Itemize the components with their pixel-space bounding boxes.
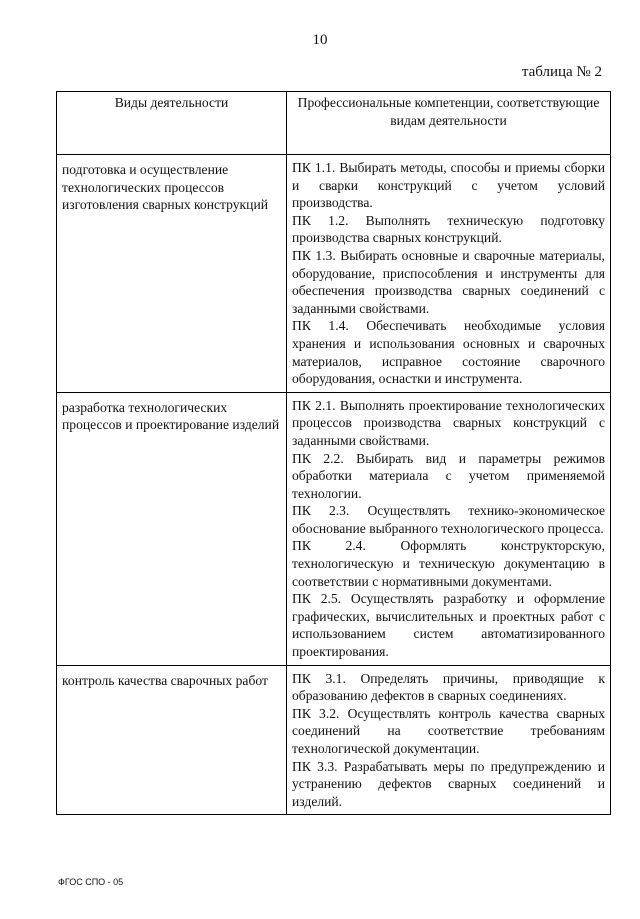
competency-item: ПК 1.2. Выполнять техническую подготовку производства сварных конструкций. (292, 212, 605, 246)
competencies-cell (287, 155, 611, 393)
table-row (57, 155, 611, 393)
page-number: 10 (312, 32, 328, 48)
competency-item: ПК 3.3. Разрабатывать меры по предупреждению и устранению дефектов сварных соединений и изделий. (292, 758, 605, 809)
competency-item: ПК 2.5. Осуществлять разработку и оформление графических, вычислительных и проектных работ с использованием систем автоматизированного проектирования. (292, 591, 605, 660)
header-competencies: Профессиональные компетенции, соответствующие видам деятельности (287, 92, 611, 155)
header-activity: Виды деятельности (57, 92, 287, 155)
activity-cell: подготовка и осуществление технологических процессов изготовления сварных конструкций (57, 155, 287, 393)
footer-label: ФГОС СПО - 05 (58, 877, 124, 887)
table-row (57, 665, 611, 815)
table-header-row (57, 92, 611, 155)
competencies-table (56, 91, 611, 815)
competency-item: ПК 2.3. Осуществлять технико-экономическое обоснование выбранного технологического процесса. (292, 503, 605, 536)
table-row (57, 392, 611, 665)
competency-item: ПК 1.3. Выбирать основные и сварочные материалы, оборудование, приспособления и инструменты для обеспечения производства сварных соединений с заданными свойствами. (292, 247, 605, 316)
table-caption: таблица № 2 (521, 64, 602, 80)
competency-item: ПК 3.1. Определять причины, приводящие к образованию дефектов в сварных соединениях. (292, 670, 605, 704)
competencies-cell (287, 392, 611, 665)
competency-item: ПК 1.1. Выбирать методы, способы и приемы сборки и сварки конструкций с учетом условий производства. (292, 160, 605, 211)
competency-item: ПК 2.4. Оформлять конструкторскую, технологическую и техническую документацию в соответствии с нормативными документами. (292, 538, 605, 589)
competency-item: ПК 2.2. Выбирать вид и параметры режимов обработки материала с учетом применяемой технологии. (292, 450, 605, 501)
activity-cell: разработка технологических процессов и проектирование изделий (57, 392, 287, 665)
activity-cell: контроль качества сварочных работ (57, 665, 287, 815)
competency-item: ПК 3.2. Осуществлять контроль качества сварных соединений на соответствие требованиям технологической документации. (292, 705, 605, 756)
competency-item: ПК 2.1. Выполнять проектирование технологических процессов производства сварных конструкций с заданными свойствами. (292, 397, 605, 448)
competency-item: ПК 1.4. Обеспечивать необходимые условия хранения и использования основных и сварочных материалов, исправное состояние сварочного оборудования, оснастки и инструмента. (292, 318, 605, 387)
competencies-cell (287, 665, 611, 815)
